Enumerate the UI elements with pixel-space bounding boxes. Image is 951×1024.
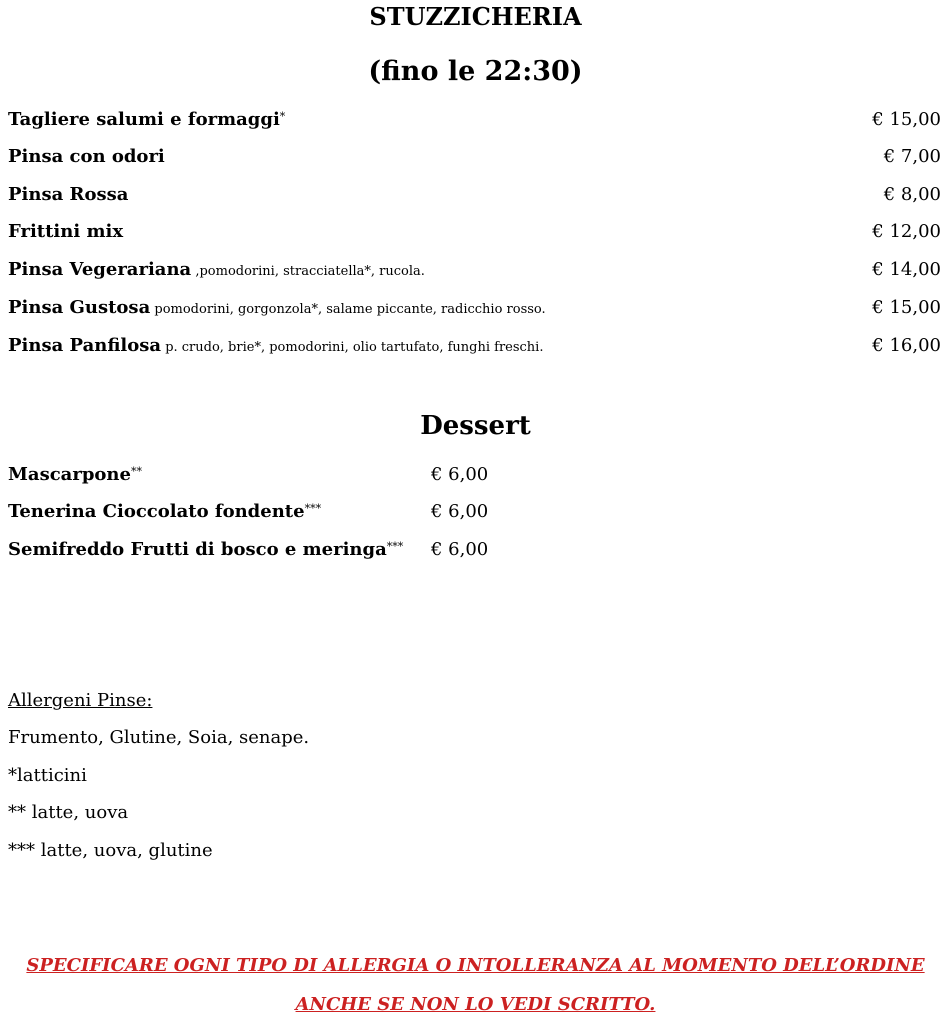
dessert-item: [8, 500, 321, 524]
allergen-line: ** latte, uova: [8, 802, 129, 823]
item-name: Mascarpone: [8, 464, 131, 485]
allergy-warning-line-1: SPECIFICARE OGNI TIPO DI ALLERGIA O INTOLLERANZA AL MOMENTO DELL’ORDINE: [26, 955, 925, 976]
item-price: € 6,00: [431, 501, 489, 522]
allergens-heading: Allergeni Pinse:: [8, 690, 153, 711]
item-price: € 12,00: [872, 221, 941, 242]
item-description: ,pomodorini, stracciatella*, rucola.: [191, 264, 425, 279]
allergen-line: *** latte, uova, glutine: [8, 840, 213, 861]
item-name: Semifreddo Frutti di bosco e meringa: [8, 539, 387, 560]
section-title-dessert: Dessert: [420, 411, 531, 441]
dessert-item: [8, 538, 403, 562]
dessert-item: [8, 463, 142, 487]
menu-item: [8, 145, 165, 169]
item-name: Pinsa con odori: [8, 146, 165, 167]
allergy-warning-line-2: ANCHE SE NON LO VEDI SCRITTO.: [295, 994, 656, 1015]
item-price: € 15,00: [872, 109, 941, 130]
item-name: Tenerina Cioccolato fondente: [8, 501, 305, 522]
item-price: € 6,00: [431, 539, 489, 560]
item-name: Pinsa Gustosa: [8, 297, 151, 318]
section-subtitle-hours: (fino le 22:30): [368, 56, 583, 87]
allergen-mark: ***: [386, 540, 404, 553]
item-price: € 6,00: [431, 464, 489, 485]
allergen-mark: **: [130, 465, 142, 478]
item-name: Frittini mix: [8, 221, 124, 242]
menu-item: [8, 220, 123, 244]
item-price: € 15,00: [872, 297, 941, 318]
item-price: € 8,00: [883, 184, 941, 205]
item-name: Pinsa Rossa: [8, 184, 129, 205]
item-price: € 14,00: [872, 259, 941, 280]
allergen-line: *latticini: [8, 765, 87, 786]
menu-item: [8, 334, 543, 358]
section-title-stuzzicheria: STUZZICHERIA: [369, 2, 582, 31]
item-description: p. crudo, brie*, pomodorini, olio tartufato, funghi freschi.: [161, 340, 544, 355]
menu-item: [8, 183, 128, 207]
item-price: € 16,00: [872, 335, 941, 356]
menu-item: [8, 258, 425, 282]
item-name: Pinsa Panfilosa: [8, 335, 162, 356]
item-price: € 7,00: [883, 146, 941, 167]
item-description: pomodorini, gorgonzola*, salame piccante, radicchio rosso.: [150, 302, 546, 317]
menu-item: [8, 108, 285, 132]
allergen-mark: *: [279, 110, 286, 123]
menu-item: [8, 296, 546, 320]
allergen-mark: ***: [304, 502, 322, 515]
allergen-line: Frumento, Glutine, Soia, senape.: [8, 727, 310, 748]
item-name: Tagliere salumi e formaggi: [8, 109, 280, 130]
item-name: Pinsa Vegerariana: [8, 259, 192, 280]
